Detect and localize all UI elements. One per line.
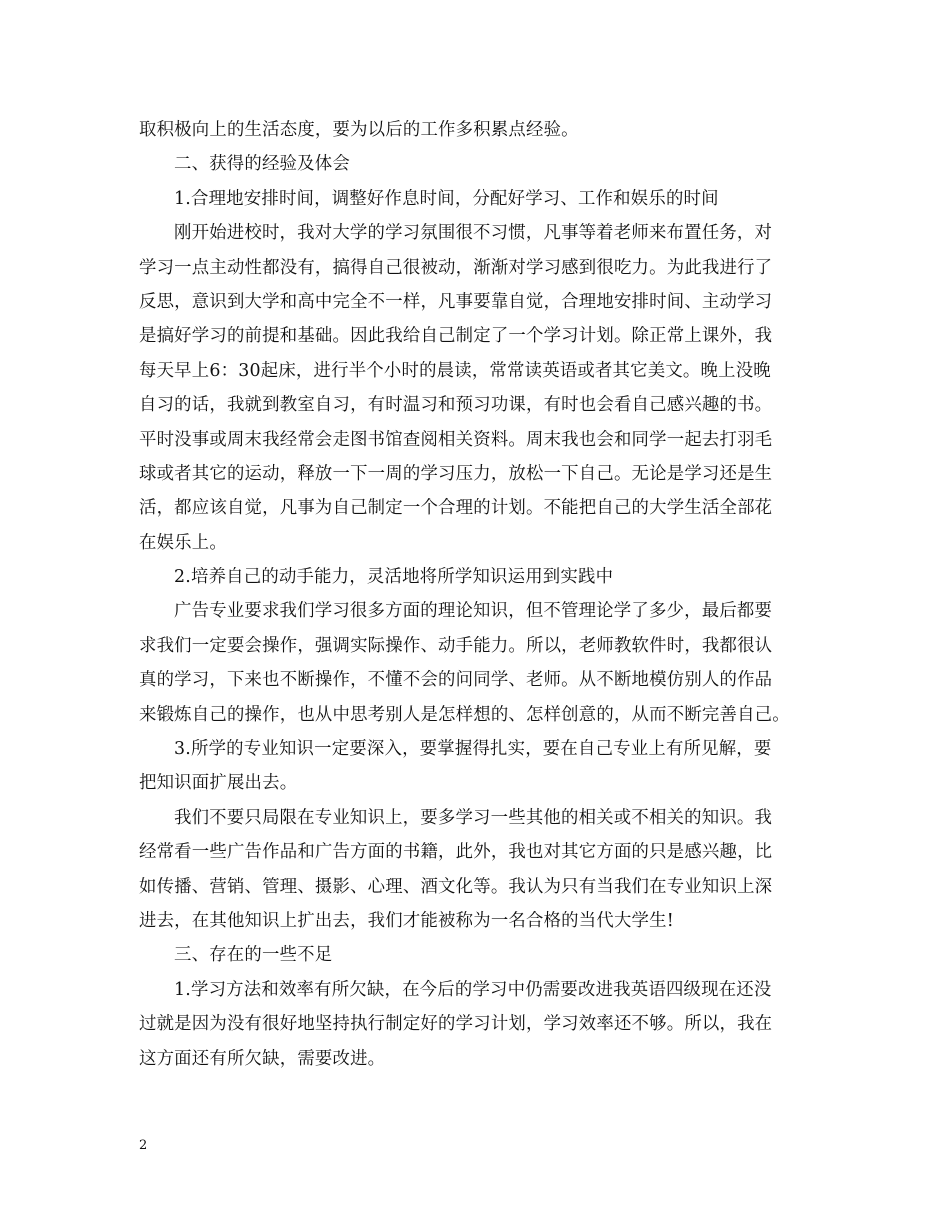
text-line: 刚开始进校时，我对大学的学习氛围很不习惯，凡事等着老师来布置任务，对 [174, 223, 773, 244]
text-line: 1.合理地安排时间，调整好作息时间，分配好学习、工作和娱乐的时间 [174, 188, 719, 209]
text-line: 真的学习，下来也不断操作，不懂不会的问同学、老师。从不断地模仿别人的作品 [139, 670, 773, 691]
text-line: 平时没事或周末我经常会走图书馆查阅相关资料。周末我也会和同学一起去打羽毛 [139, 429, 773, 450]
text-line: 把知识面扩展出去。 [139, 773, 298, 794]
text-line: 求我们一定要会操作，强调实际操作、动手能力。所以，老师教软件时，我都很认 [139, 635, 773, 656]
text-line: 在娱乐上。 [139, 532, 227, 553]
text-line: 是搞好学习的前提和基础。因此我给自己制定了一个学习计划。除正常上课外，我 [139, 326, 773, 347]
text-line: 每天早上6：30起床，进行半个小时的晨读，常常读英语或者其它美文。晚上没晚 [139, 360, 771, 381]
page-number: 2 [139, 1138, 148, 1153]
text-line: 反思，意识到大学和高中完全不一样，凡事要靠自觉，合理地安排时间、主动学习 [139, 291, 773, 312]
text-line: 来锻炼自己的操作，也从中思考别人是怎样想的、怎样创意的，从而不断完善自己。 [139, 704, 790, 725]
text-line: 二、获得的经验及体会 [174, 154, 350, 175]
text-line: 学习一点主动性都没有，搞得自己很被动，渐渐对学习感到很吃力。为此我进行了 [139, 257, 773, 278]
text-line: 活，都应该自觉，凡事为自己制定一个合理的计划。不能把自己的大学生活全部花 [139, 498, 773, 519]
text-line: 三、存在的一些不足 [174, 945, 333, 966]
document-body [139, 113, 829, 1076]
text-line: 如传播、营销、管理、摄影、心理、酒文化等。我认为只有当我们在专业知识上深 [139, 876, 773, 897]
text-line: 1.学习方法和效率有所欠缺，在今后的学习中仍需要改进我英语四级现在还没 [174, 979, 772, 1000]
text-line: 2.培养自己的动手能力，灵活地将所学知识运用到实践中 [174, 567, 614, 588]
text-line: 广告专业要求我们学习很多方面的理论知识，但不管理论学了多少，最后都要 [174, 601, 773, 622]
text-line: 3.所学的专业知识一定要深入，要掌握得扎实，要在自己专业上有所见解，要 [174, 739, 772, 760]
text-line: 进去，在其他知识上扩出去，我们才能被称为一名合格的当代大学生! [139, 910, 674, 931]
text-line: 球或者其它的运动，释放一下一周的学习压力，放松一下自己。无论是学习还是生 [139, 463, 773, 484]
text-line: 这方面还有所欠缺，需要改进。 [139, 1048, 386, 1069]
text-line: 取积极向上的生活态度，要为以后的工作多积累点经验。 [139, 120, 579, 140]
text-line: 自习的话，我就到教室自习，有时温习和预习功课，有时也会看自己感兴趣的书。 [139, 395, 773, 416]
text-line: 过就是因为没有很好地坚持执行制定好的学习计划，学习效率还不够。所以，我在 [139, 1014, 773, 1035]
text-line: 经常看一些广告作品和广告方面的书籍，此外，我也对其它方面的只是感兴趣，比 [139, 842, 773, 863]
text-line: 我们不要只局限在专业知识上，要多学习一些其他的相关或不相关的知识。我 [174, 807, 773, 828]
